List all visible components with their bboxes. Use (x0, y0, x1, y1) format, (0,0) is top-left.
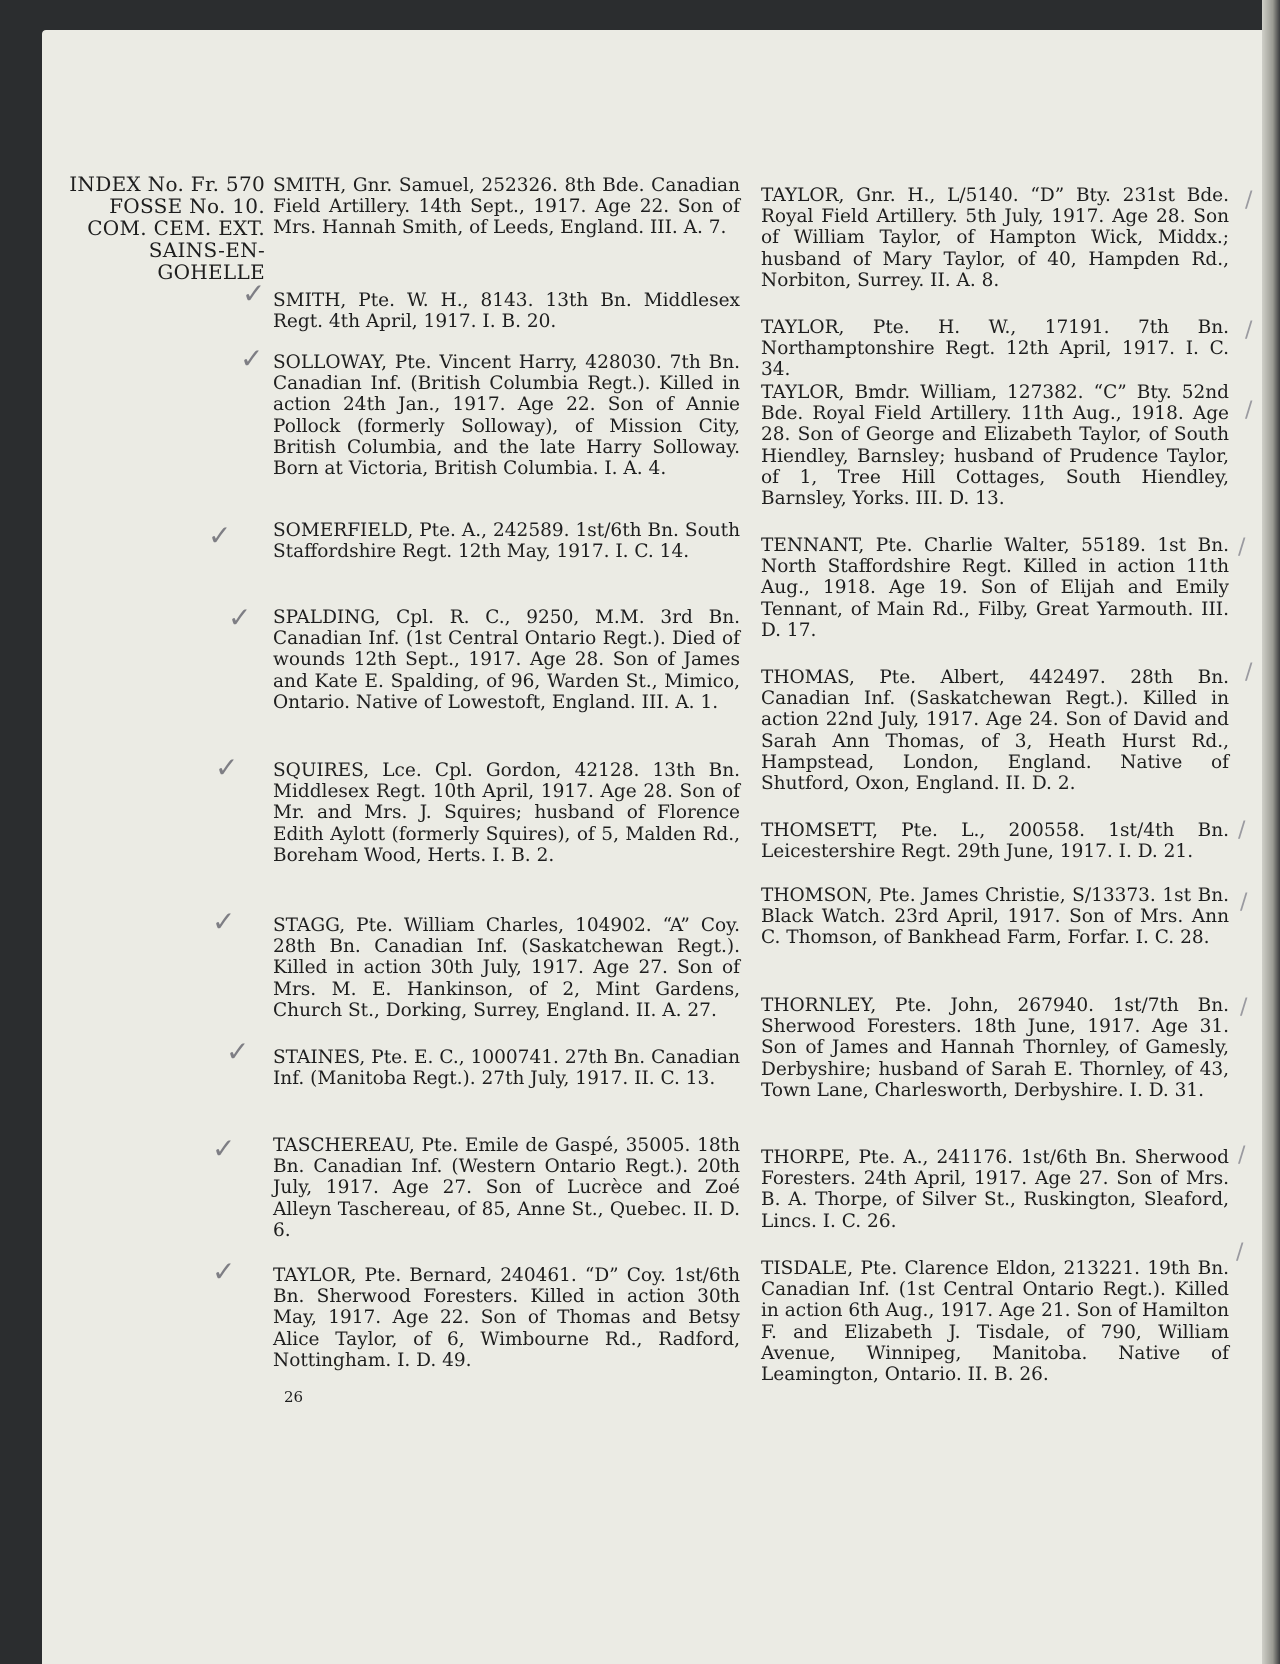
casualty-entry: SOMERFIELD, Pte. A., 242589. 1st/6th Bn. South Staffordshire Regt. 12th May, 1917. I. C. 14. (273, 520, 740, 563)
casualty-entry: TASCHEREAU, Pte. Emile de Gaspé, 35005. 18th Bn. Canadian Inf. (Western Ontario Regt.). 20th July, 1917. Age 27. Son of Lucrèce and Zoé Alleyn Taschereau, of 85, Anne St., Quebec. II. D. 6. (273, 1135, 740, 1241)
index-line: INDEX No. Fr. 570 (69, 172, 265, 196)
check-mark-icon: ✓ (240, 342, 264, 375)
pencil-slash-icon: / (1236, 1240, 1244, 1265)
casualty-entry: TISDALE, Pte. Clarence Eldon, 213221. 19th Bn. Canadian Inf. (1st Central Ontario Regt.). Killed in action 6th Aug., 1917. Age 21. Son of Hamilton F. and Elizabeth J. Tisdale, of 790, William Avenue, Winnipeg, Manitoba. Native of Leamington, Ontario. II. B. 26. (761, 1258, 1229, 1386)
pencil-slash-icon: / (1245, 660, 1253, 685)
pencil-slash-icon: / (1238, 1143, 1246, 1168)
pencil-slash-icon: / (1245, 188, 1253, 213)
index-line: FOSSE No. 10. (109, 194, 265, 218)
casualty-entry: THOMSON, Pte. James Christie, S/13373. 1st Bn. Black Watch. 23rd April, 1917. Son of Mrs. Ann C. Thomson, of Bankhead Farm, Forfar. I. C. 28. (761, 885, 1229, 949)
check-mark-icon: ✓ (212, 1255, 236, 1288)
pencil-slash-icon: / (1238, 535, 1246, 560)
casualty-entry: THOMAS, Pte. Albert, 442497. 28th Bn. Canadian Inf. (Saskatchewan Regt.). Killed in action 22nd July, 1917. Age 24. Son of David and Sarah Ann Thomas, of 3, Heath Hurst Rd., Hampstead, London, England. Native of Shutford, Oxon, England. II. D. 2. (761, 667, 1229, 795)
pencil-slash-icon: / (1240, 995, 1248, 1020)
casualty-entry: SMITH, Pte. W. H., 8143. 13th Bn. Middlesex Regt. 4th April, 1917. I. B. 20. (273, 290, 740, 333)
check-mark-icon: ✓ (212, 1132, 236, 1165)
casualty-entry: THORNLEY, Pte. John, 267940. 1st/7th Bn. Sherwood Foresters. 18th June, 1917. Age 31. Son of James and Hannah Thornley, of Gamesly, Derbyshire; husband of Sarah E. Thornley, of 43, Town Lane, Charlesworth, Derbyshire. I. D. 31. (761, 995, 1229, 1101)
pencil-slash-icon: / (1238, 818, 1246, 843)
check-mark-icon: ✓ (208, 519, 232, 552)
casualty-entry: THOMSETT, Pte. L., 200558. 1st/4th Bn. Leicestershire Regt. 29th June, 1917. I. D. 21. (761, 820, 1229, 863)
page-number: 26 (284, 1388, 304, 1406)
check-mark-icon: ✓ (242, 277, 266, 310)
index-line: COM. CEM. EXT. (87, 216, 265, 240)
pencil-slash-icon: / (1245, 318, 1253, 343)
check-mark-icon: ✓ (212, 905, 236, 938)
pencil-slash-icon: / (1240, 890, 1248, 915)
casualty-entry: TENNANT, Pte. Charlie Walter, 55189. 1st Bn. North Staffordshire Regt. Killed in action 11th Aug., 1918. Age 19. Son of Elijah and Emily Tennant, of Main Rd., Filby, Great Yarmouth. III. D. 17. (761, 535, 1229, 641)
casualty-entry: TAYLOR, Pte. Bernard, 240461. “D” Coy. 1st/6th Bn. Sherwood Foresters. Killed in action 30th May, 1917. Age 22. Son of Thomas and Betsy Alice Taylor, of 6, Wimbourne Rd., Radford, Nottingham. I. D. 49. (273, 1265, 740, 1371)
casualty-entry: SOLLOWAY, Pte. Vincent Harry, 428030. 7th Bn. Canadian Inf. (British Columbia Regt.). Killed in action 24th Jan., 1917. Age 22. Son of Annie Pollock (formerly Solloway), of Mission City, British Columbia, and the late Harry Solloway. Born at Victoria, British Columbia. I. A. 4. (273, 352, 740, 480)
casualty-entry: TAYLOR, Pte. H. W., 17191. 7th Bn. Northamptonshire Regt. 12th April, 1917. I. C. 34. (761, 317, 1229, 381)
casualty-entry: SPALDING, Cpl. R. C., 9250, M.M. 3rd Bn. Canadian Inf. (1st Central Ontario Regt.). Died of wounds 12th Sept., 1917. Age 28. Son of James and Kate E. Spalding, of 96, Warden St., Mimico, Ontario. Native of Lowestoft, England. III. A. 1. (273, 607, 740, 713)
casualty-entry: TAYLOR, Gnr. H., L/5140. “D” Bty. 231st Bde. Royal Field Artillery. 5th July, 1917. Age 28. Son of William Taylor, of Hampton Wick, Middx.; husband of Mary Taylor, of 40, Hampden Rd., Norbiton, Surrey. II. A. 8. (761, 185, 1229, 291)
index-line: GOHELLE (157, 260, 265, 284)
book-spine-edge (1262, 0, 1280, 1664)
casualty-entry: STAINES, Pte. E. C., 1000741. 27th Bn. Canadian Inf. (Manitoba Regt.). 27th July, 1917. II. C. 13. (273, 1047, 740, 1090)
check-mark-icon: ✓ (226, 1035, 250, 1068)
casualty-entry: TAYLOR, Bmdr. William, 127382. “C” Bty. 52nd Bde. Royal Field Artillery. 11th Aug., 1918. Age 28. Son of George and Elizabeth Taylor, of South Hiendley, Barnsley; husband of Prudence Taylor, of 1, Tree Hill Cottages, South Hiendley, Barnsley, Yorks. III. D. 13. (761, 382, 1229, 510)
check-mark-icon: ✓ (215, 751, 239, 784)
index-line: SAINS-EN- (148, 238, 265, 262)
cemetery-index-heading (60, 173, 265, 283)
casualty-entry: SMITH, Gnr. Samuel, 252326. 8th Bde. Canadian Field Artillery. 14th Sept., 1917. Age 22. Son of Mrs. Hannah Smith, of Leeds, England. III. A. 7. (273, 175, 740, 239)
casualty-entry: STAGG, Pte. William Charles, 104902. “A” Coy. 28th Bn. Canadian Inf. (Saskatchewan Regt.). Killed in action 30th July, 1917. Age 27. Son of Mrs. M. E. Hankinson, of 2, Mint Gardens, Church St., Dorking, Surrey, England. II. A. 27. (273, 915, 740, 1021)
casualty-entry: THORPE, Pte. A., 241176. 1st/6th Bn. Sherwood Foresters. 24th April, 1917. Age 27. Son of Mrs. B. A. Thorpe, of Silver St., Ruskington, Sleaford, Lincs. I. C. 26. (761, 1147, 1229, 1232)
casualty-entry: SQUIRES, Lce. Cpl. Gordon, 42128. 13th Bn. Middlesex Regt. 10th April, 1917. Age 28. Son of Mr. and Mrs. J. Squires; husband of Florence Edith Aylott (formerly Squires), of 5, Malden Rd., Boreham Wood, Herts. I. B. 2. (273, 760, 740, 866)
pencil-slash-icon: / (1245, 398, 1253, 423)
check-mark-icon: ✓ (228, 601, 252, 634)
